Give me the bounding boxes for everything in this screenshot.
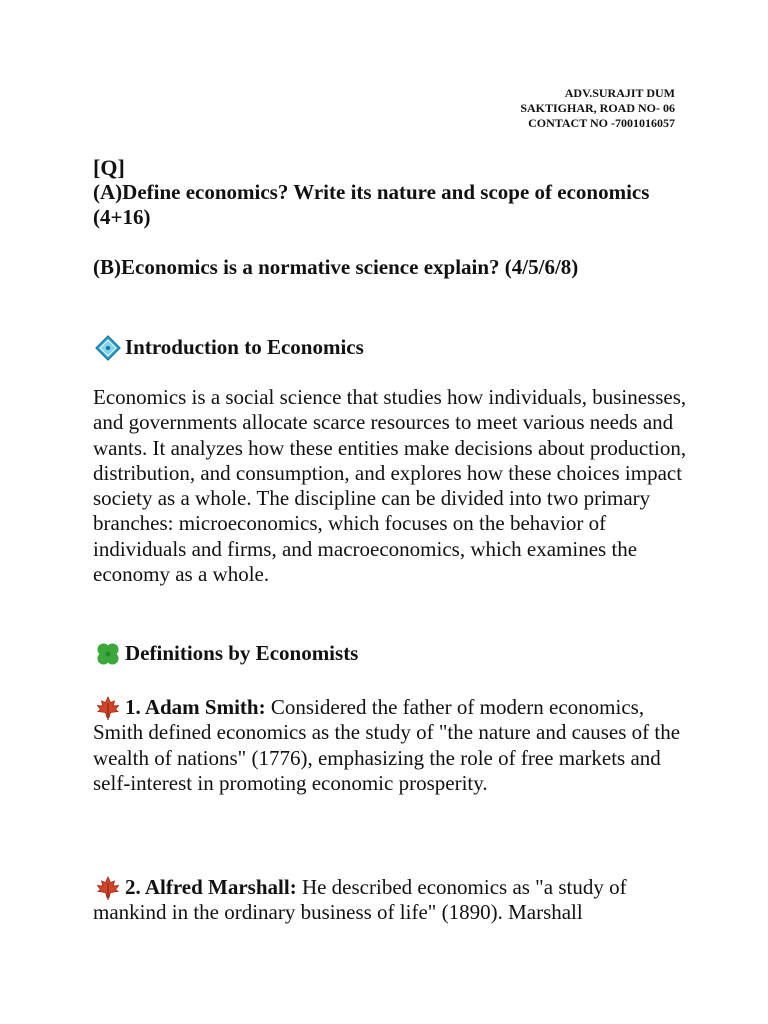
definitions-heading-text: Definitions by Economists	[125, 641, 359, 665]
definition-label: 1. Adam Smith:	[125, 695, 266, 719]
definitions-heading	[93, 641, 358, 666]
four-leaf-clover-icon	[93, 641, 121, 666]
intro-paragraph: Economics is a social science that studies how individuals, businesses, and governments allocate scarce resources to meet various needs and wants. It analyzes how these entities make decisions about production, distribution, and consumption, and explores how these choices impact society as a whole. The discipline can be divided into two primary branches: microeconomics, which focuses on the behavior of individuals and firms, and macroeconomics, which examines the economy as a whole.	[93, 385, 687, 587]
question-block	[93, 155, 693, 280]
question-part-b: (B)Economics is a normative science explain? (4/5/6/8)	[93, 255, 579, 279]
maple-leaf-icon	[93, 875, 121, 900]
definition-item	[93, 695, 693, 796]
question-tag: [Q]	[93, 155, 125, 180]
definition-item	[93, 875, 693, 926]
definition-text: He described economics as "a study of mankind in the ordinary business of life" (1890). Marshall	[93, 875, 627, 925]
intro-heading	[93, 335, 364, 360]
maple-leaf-icon	[93, 695, 121, 720]
definition-label: 2. Alfred Marshall:	[125, 875, 297, 899]
intro-heading-text: Introduction to Economics	[125, 335, 364, 359]
diamond-icon	[93, 335, 121, 360]
question-part-a: (A)Define economics? Write its nature and scope of economics (4+16)	[93, 180, 650, 229]
author-address: SAKTIGHAR, ROAD NO- 06	[520, 101, 675, 115]
author-contact: CONTACT NO -7001016057	[528, 116, 675, 130]
author-name: ADV.SURAJIT DUM	[564, 86, 675, 100]
definition-text: Considered the father of modern economics, Smith defined economics as the study of "the nature and causes of the wealth of nations" (1776), emphasizing the role of free markets and self-interest in promoting economic prosperity.	[93, 695, 681, 795]
author-header	[520, 86, 675, 131]
